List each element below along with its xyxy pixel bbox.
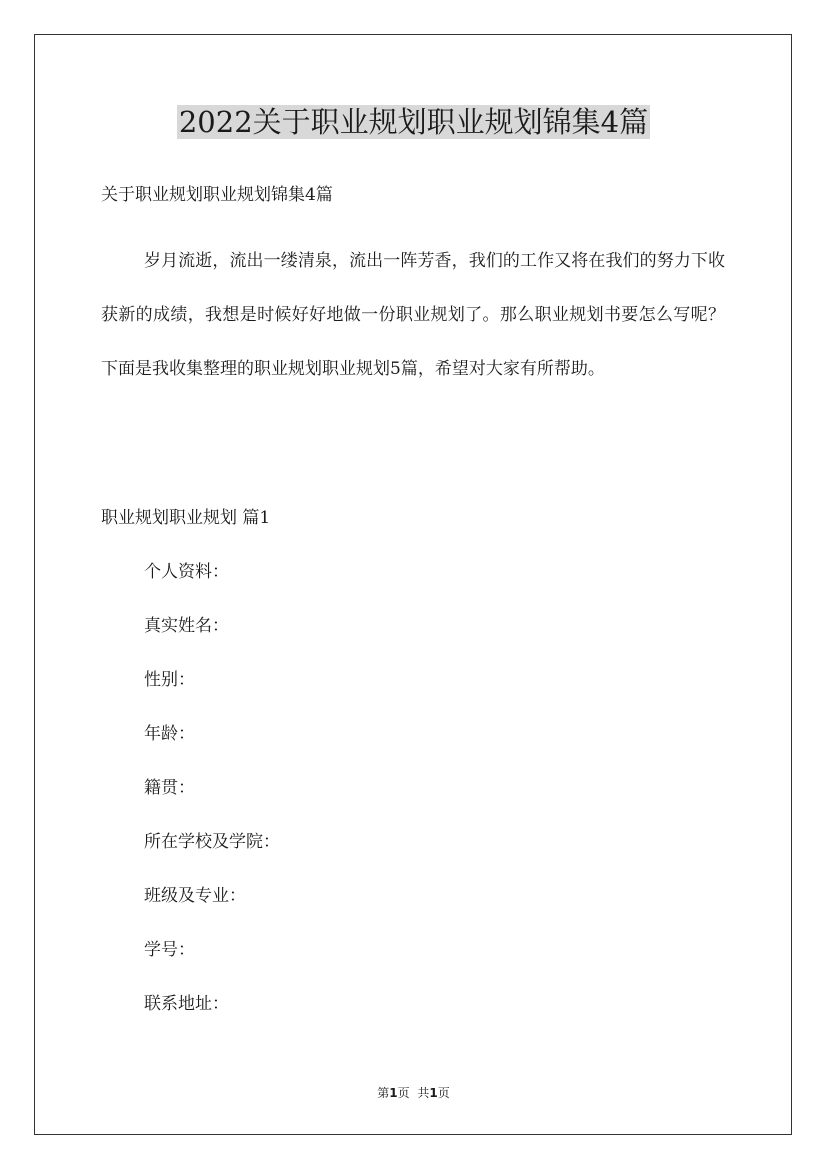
footer-page-number: 1 bbox=[389, 1086, 398, 1100]
document-title bbox=[0, 100, 827, 144]
field-personal-info: 个人资料： bbox=[144, 562, 229, 582]
footer-total-suffix: 页 bbox=[437, 1086, 450, 1100]
document-title-text: 2022关于职业规划职业规划锦集4篇 bbox=[178, 105, 649, 139]
intro-paragraph: 岁月流逝，流出一缕清泉，流出一阵芳香，我们的工作又将在我们的努力下收获新的成绩，我想是时候好好地做一份职业规划了。那么职业规划书要怎么写呢？下面是我收集整理的职业规划职业规划5篇，希望对大家有所帮助。 bbox=[101, 251, 725, 379]
document-subtitle: 关于职业规划职业规划锦集4篇 bbox=[101, 185, 333, 205]
field-address: 联系地址： bbox=[144, 994, 229, 1014]
field-native-place: 籍贯： bbox=[144, 778, 195, 798]
page-footer bbox=[0, 1085, 827, 1101]
section-heading: 职业规划职业规划 篇1 bbox=[101, 508, 271, 528]
field-real-name: 真实姓名： bbox=[144, 616, 229, 636]
field-age: 年龄： bbox=[144, 724, 195, 744]
footer-total-prefix: 共 bbox=[417, 1086, 430, 1100]
field-gender: 性别： bbox=[144, 670, 195, 690]
footer-total-number: 1 bbox=[429, 1086, 438, 1100]
field-school: 所在学校及学院： bbox=[144, 832, 280, 852]
footer-page-suffix: 页 bbox=[397, 1086, 410, 1100]
field-class-major: 班级及专业： bbox=[144, 886, 246, 906]
field-student-id: 学号： bbox=[144, 940, 195, 960]
footer-page-prefix: 第 bbox=[377, 1086, 390, 1100]
